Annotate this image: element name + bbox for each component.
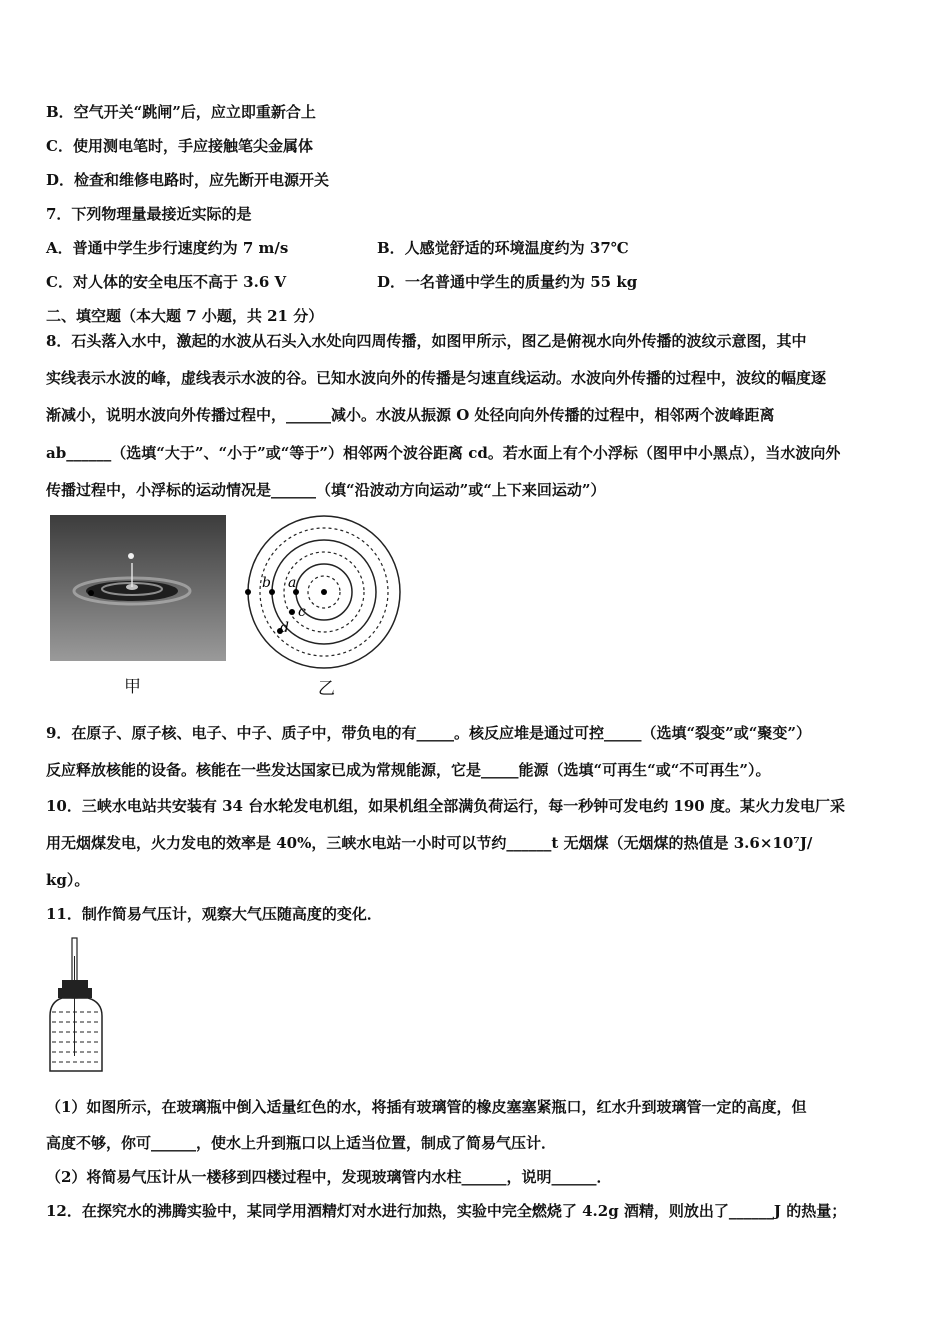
barometer-figure bbox=[44, 936, 110, 1078]
q8-line-1: 8．石头落入水中，激起的水波从石头入水处向四周传播，如图甲所示，图乙是俯视水向外传播的波纹示意图，其中 bbox=[46, 332, 807, 350]
q8-line-2: 实线表示水波的峰，虚线表示水波的谷。已知水波向外的传播是匀速直线运动。水波向外传播的过程中，波纹的幅度逐 bbox=[46, 369, 827, 387]
option-c: C．使用测电笔时，手应接触笔尖金属体 bbox=[46, 137, 313, 155]
caption-yi: 乙 bbox=[318, 679, 335, 699]
q7-option-b: B．人感觉舒适的环境温度约为 37℃ bbox=[377, 239, 629, 257]
label-a: a bbox=[288, 575, 297, 591]
q9-line-2: 反应释放核能的设备。核能在一些发达国家已成为常规能源，它是_____能源（选填“可再生“或“不可再生”）。 bbox=[46, 761, 771, 779]
q8-line-3: 渐减小，说明水波向外传播过程中，______减小。水波从振源 O 处径向向外传播的过程中，相邻两个波峰距离 bbox=[46, 406, 775, 424]
q11-part1-line-1: （1）如图所示，在玻璃瓶中倒入适量红色的水，将插有玻璃管的橡皮塞塞紧瓶口，红水升到玻璃管一定的高度，但 bbox=[46, 1098, 807, 1116]
q7-option-d: D．一名普通中学生的质量约为 55 kg bbox=[377, 273, 638, 291]
q10-line-3: kg）。 bbox=[46, 871, 90, 889]
ripple-diagram bbox=[242, 515, 404, 675]
label-c: c bbox=[298, 604, 306, 620]
ripple-photo bbox=[50, 515, 226, 661]
q9-line-1: 9．在原子、原子核、电子、中子、质子中，带负电的有_____。核反应堆是通过可控_____（选填“裂变”或“聚变”） bbox=[46, 724, 811, 742]
label-b: b bbox=[262, 575, 271, 591]
caption-jia: 甲 bbox=[124, 677, 141, 697]
option-b: B．空气开关“跳闸”后，应立即重新合上 bbox=[46, 103, 316, 121]
q11-part1-line-2: 高度不够，你可______，使水上升到瓶口以上适当位置，制成了简易气压计． bbox=[46, 1134, 557, 1152]
section-heading: 二、填空题（本大题 7 小题，共 21 分） bbox=[46, 307, 324, 325]
question-11: 11．制作简易气压计，观察大气压随高度的变化． bbox=[46, 905, 382, 923]
label-d: d bbox=[280, 620, 289, 636]
q7-option-c: C．对人体的安全电压不高于 3.6 V bbox=[46, 273, 287, 291]
q10-line-1: 10．三峡水电站共安装有 34 台水轮发电机组，如果机组全部满负荷运行，每一秒钟可发电约 190 度。某火力发电厂采 bbox=[46, 797, 845, 815]
q11-part2: （2）将简易气压计从一楼移到四楼过程中，发现玻璃管内水柱______，说明______． bbox=[46, 1168, 612, 1186]
q7-option-a: A．普通中学生步行速度约为 7 m/s bbox=[46, 239, 289, 257]
option-d: D．检查和维修电路时，应先断开电源开关 bbox=[46, 171, 330, 189]
q8-line-5: 传播过程中，小浮标的运动情况是______（填“沿波动方向运动”或“上下来回运动”） bbox=[46, 481, 606, 499]
q10-line-2: 用无烟煤发电，火力发电的效率是 40%，三峡水电站一小时可以节约______t 无烟煤（无烟煤的热值是 3.6×10⁷J/ bbox=[46, 834, 813, 852]
question-12: 12．在探究水的沸腾实验中，某同学用酒精灯对水进行加热，实验中完全燃烧了 4.2g 酒精，则放出了______J 的热量； bbox=[46, 1202, 847, 1220]
question-7: 7．下列物理量最接近实际的是 bbox=[46, 205, 252, 223]
q8-line-4: ab______（选填“大于”、“小于”或“等于”）相邻两个波谷距离 cd。若水面上有个小浮标（图甲中小黑点），当水波向外 bbox=[46, 444, 841, 462]
